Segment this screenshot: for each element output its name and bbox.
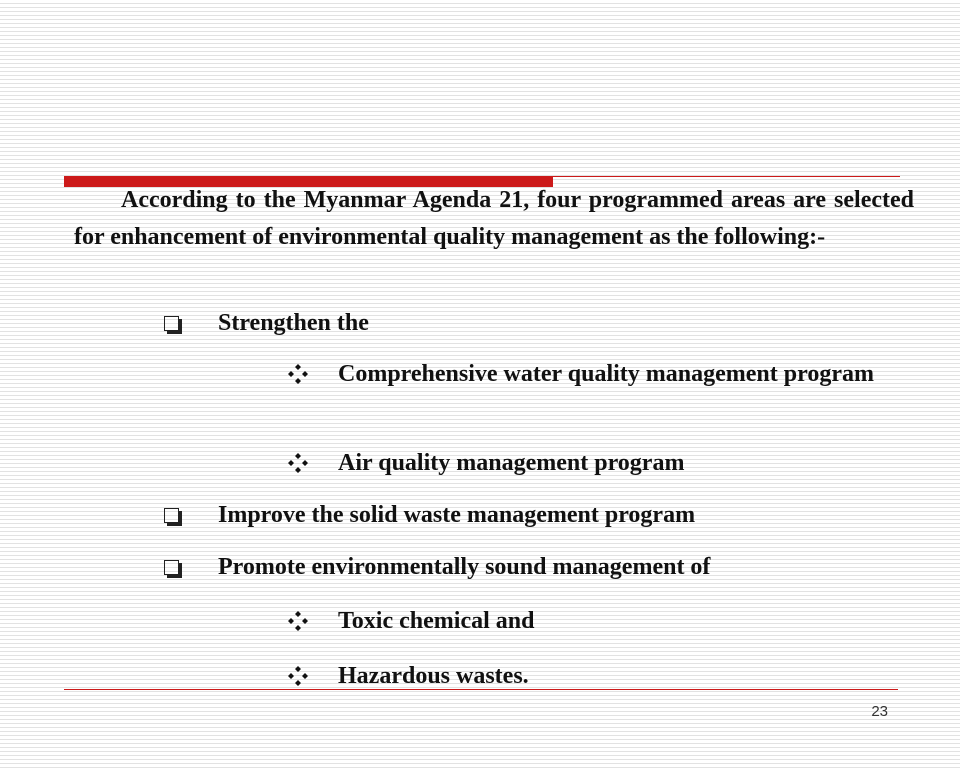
list-item-text: Hazardous wastes. bbox=[338, 663, 529, 689]
hollow-square-icon bbox=[164, 508, 179, 523]
top-rule-line bbox=[553, 176, 900, 177]
list-item-toxic bbox=[288, 603, 914, 639]
diamond-bullet-icon bbox=[288, 453, 308, 473]
list-item-promote bbox=[162, 549, 914, 585]
list-item-text: Comprehensive water quality management program bbox=[338, 361, 874, 387]
page-number: 23 bbox=[871, 703, 888, 720]
list-item-air bbox=[288, 445, 914, 481]
list-item-text: Strengthen the bbox=[218, 310, 369, 336]
hollow-square-icon bbox=[164, 560, 179, 575]
hollow-square-icon bbox=[164, 316, 179, 331]
list-item-water bbox=[288, 356, 914, 392]
list-item-text: Promote environmentally sound management of bbox=[218, 554, 711, 580]
diamond-bullet-icon bbox=[288, 364, 308, 384]
bottom-rule-line bbox=[64, 689, 898, 690]
diamond-bullet-icon bbox=[288, 611, 308, 631]
list-item-text: Air quality management program bbox=[338, 450, 685, 476]
list-item-text: Toxic chemical and bbox=[338, 608, 535, 634]
list-item-solid-waste bbox=[162, 497, 914, 533]
intro-paragraph: According to the Myanmar Agenda 21, four programmed areas are selected for enhancement of environmental quality management as the following:- bbox=[74, 187, 914, 250]
diamond-bullet-icon bbox=[288, 666, 308, 686]
list-item-text: Improve the solid waste management program bbox=[218, 502, 696, 528]
list-item-strengthen bbox=[162, 305, 914, 341]
